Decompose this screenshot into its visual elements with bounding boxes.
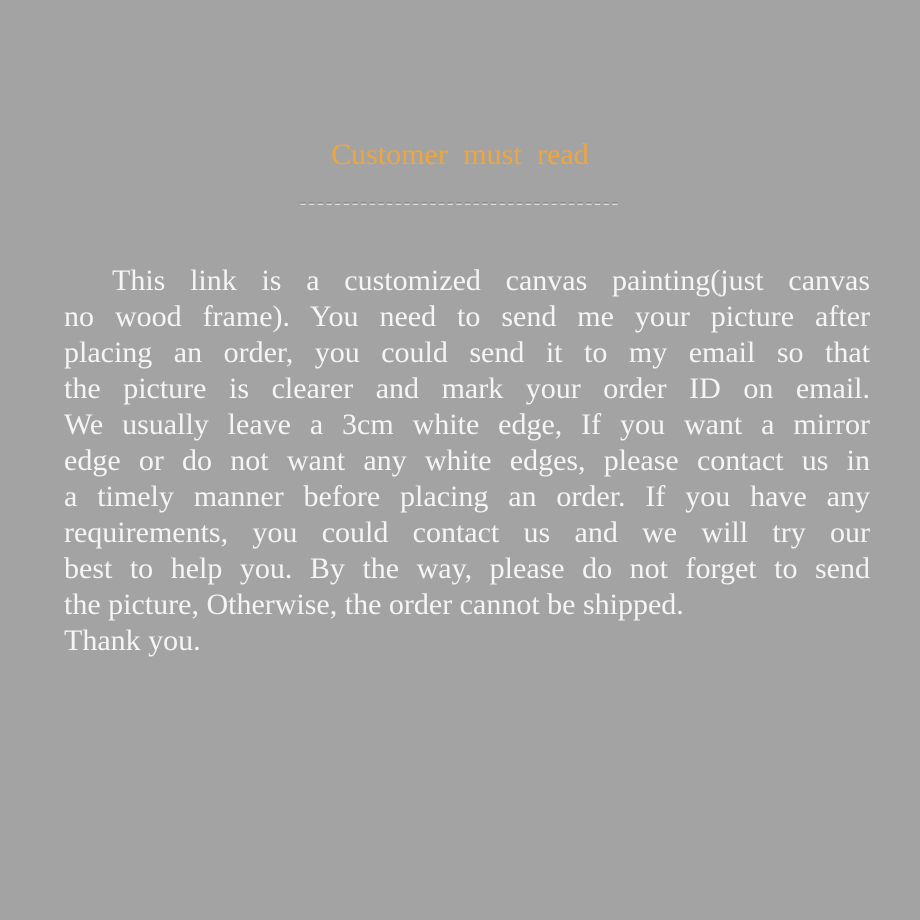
dashed-divider: ------------------------------------- <box>299 192 621 214</box>
notice-line: requirements, you could contact us and we will try our <box>64 516 870 549</box>
notice-line: the picture, Otherwise, the order cannot be shipped. <box>64 588 684 621</box>
notice-line: We usually leave a 3cm white edge, If you want a mirror <box>64 408 870 441</box>
notice-body <box>64 263 870 659</box>
notice-line: This link is a customized canvas painting(just canvas <box>112 264 870 297</box>
notice-line: edge or do not want any white edges, please contact us in <box>64 444 870 477</box>
notice-line: Thank you. <box>64 624 201 657</box>
notice-line: best to help you. By the way, please do not forget to send <box>64 552 870 585</box>
notice-line: placing an order, you could send it to my email so that <box>64 336 870 369</box>
notice-line: the picture is clearer and mark your order ID on email. <box>64 372 870 405</box>
notice-line: a timely manner before placing an order. If you have any <box>64 480 870 513</box>
notice-line: no wood frame). You need to send me your picture after <box>64 300 870 333</box>
notice-title: Customer must read <box>331 138 589 171</box>
